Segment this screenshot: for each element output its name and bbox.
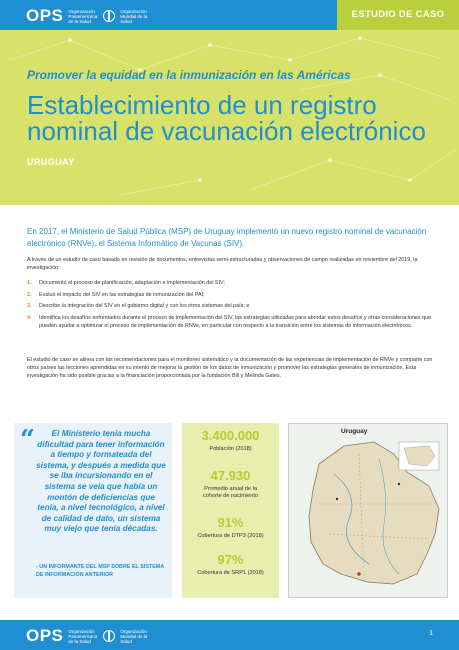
list-text: Documentó el proceso de planificación, adaptación e implementación del SIV; xyxy=(39,280,225,286)
stats-panel xyxy=(182,423,279,598)
quote-text: El Ministerio tenía mucha dificultad para tener información a tiempo y formateada del sistema, y después a medida que se iba incursionando en el sistema se veía que había un montón de deficiencias que tenía, a nivel tecnológico, a nivel de calidad de dato, un sistema muy viejo que tenía décadas. xyxy=(36,429,166,534)
quote-author: - UN INFORMANTE DEL MSP SOBRE EL SISTEMA DE INFORMACIÓN ANTERIOR xyxy=(36,564,164,578)
list-item xyxy=(27,279,437,287)
stat-birth-cohort xyxy=(182,469,279,501)
logo-org-line: Organización Panamericana de la Salud xyxy=(68,628,98,644)
top-bar xyxy=(0,0,459,30)
list-number: 3. xyxy=(27,303,32,309)
footer-bar xyxy=(0,620,459,650)
logo-text: OPS xyxy=(26,6,64,25)
page-number: 1 xyxy=(429,630,433,637)
map-title: Uruguay xyxy=(341,428,368,435)
list-item xyxy=(27,291,437,299)
list-item xyxy=(27,302,437,310)
quote-box xyxy=(14,423,172,598)
list-number: 4. xyxy=(27,314,32,321)
who-globe-icon xyxy=(103,10,115,22)
stat-population xyxy=(182,429,279,453)
logo-text: OPS xyxy=(26,626,64,645)
list-text: Identifica los desafíos enfrentados durante el proceso de implementación del SIV, las estrategias utilizadas para abordar estos desafíos y otras consideraciones que pueden ayudar a optimizar el proceso de implementación de RNVe, en particular con respecto a la transición entre los sistemas de información electrónicos. xyxy=(39,314,432,329)
stat-label: Promedio anual de la cohorte de nacimiento xyxy=(202,486,259,500)
list-text: Describe la integración del SIV en el gobierno digital y con los otros sistemas del país; e xyxy=(39,303,250,309)
lead-paragraph: En 2017, el Ministerio de Salud Pública (MSP) de Uruguay implementó un nuevo registro nominal de vacunación electrónico (RNVe), el Sistema Informático de Vacunas (SIV). xyxy=(27,227,427,248)
stat-label: Población (2018) xyxy=(209,446,252,452)
logo-who-line: Organización Mundial de la Salud xyxy=(120,628,148,644)
stat-value: 97% xyxy=(217,552,244,567)
stat-value: 47.930 xyxy=(210,468,251,483)
list-text: Evaluó el impacto del SIV en las estrategias de inmunización del PAI; xyxy=(39,291,205,298)
page-title: Establecimiento de un registro nominal de vacunación electrónico xyxy=(27,90,426,146)
who-globe-icon xyxy=(103,630,115,642)
stat-label: Cobertura de SRP1 (2018) xyxy=(197,570,264,576)
logo-org-line: Organización Panamericana de la Salud xyxy=(68,8,98,24)
stat-value: 3.400.000 xyxy=(201,428,260,443)
hero-subtitle: Promover la equidad en la inmunización en las Américas xyxy=(27,68,351,82)
list-number: 2. xyxy=(27,291,32,298)
stat-label: Cobertura de DTP3 (2018) xyxy=(197,533,264,539)
list-item xyxy=(27,314,437,330)
stat-srp1 xyxy=(182,553,279,577)
body-paragraph: El estudio de caso se alinea con las recomendaciones para el monitoreo sistemático y la documentación de las experiencias de implementación de RNVe y comparte con otros países las lecciones aprendidas en su intento de mejorar la gestión de los datos de inmunización y promover las estrategias generales de inmunización. Esta investigación ha sido posible gracias a la financiación proporcionada por la fundación Bill y Melinda Gates. xyxy=(27,357,433,379)
footer-ops-logo[interactable] xyxy=(26,626,150,646)
findings-list xyxy=(27,279,437,333)
uruguay-map xyxy=(288,423,448,598)
stat-dtp3 xyxy=(182,516,279,540)
logo-who-line: Organización Mundial de la Salud xyxy=(120,8,148,24)
map-image xyxy=(289,424,447,597)
ops-logo[interactable] xyxy=(26,6,150,26)
stat-value: 91% xyxy=(217,515,244,530)
intro-paragraph: A través de un estudio de caso basado en revisión de documentos, entrevistas semi-estructuradas y observaciones de campo realizadas en noviembre del 2019, la investigación: xyxy=(27,257,418,271)
case-study-badge: ESTUDIO DE CASO xyxy=(337,0,459,30)
quote-mark-icon: “ xyxy=(20,425,35,455)
list-number: 1. xyxy=(27,280,32,286)
country-label: URUGUAY xyxy=(27,157,75,167)
